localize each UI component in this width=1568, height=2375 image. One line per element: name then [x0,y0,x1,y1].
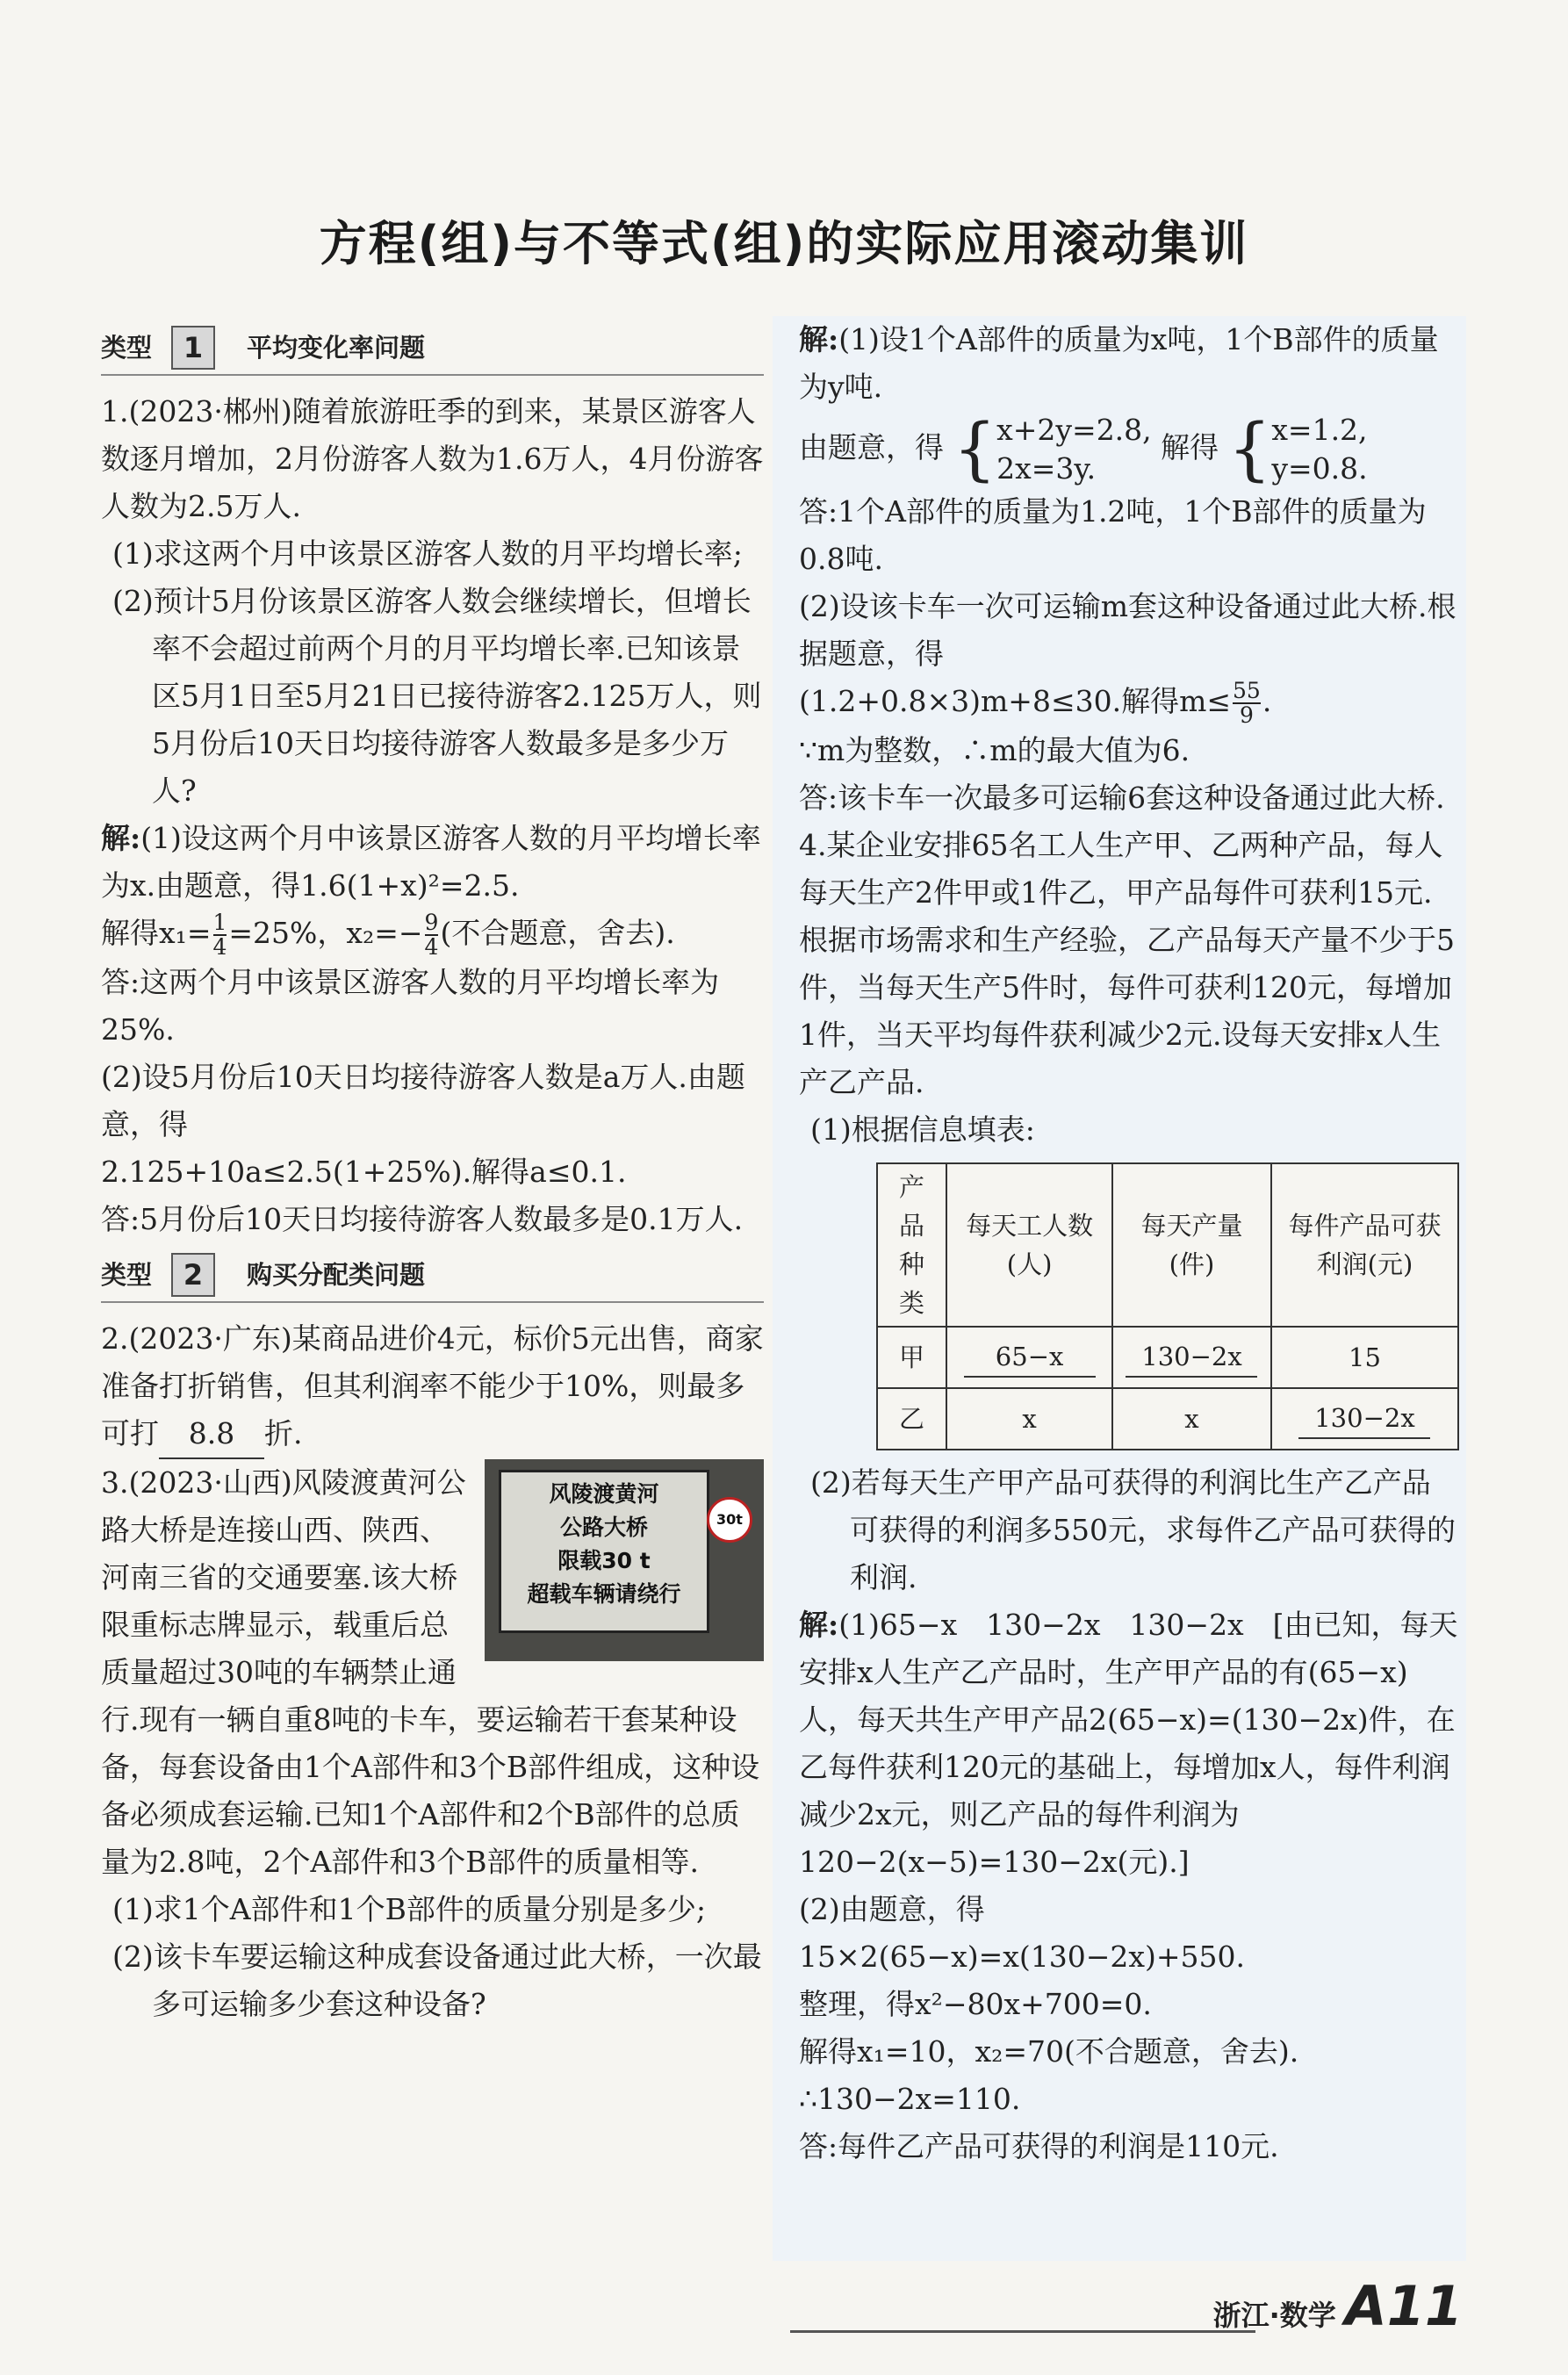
q1-solution-2: 解得x₁= $\frac{1}{4}$ =25%，x₂=− $\frac{9}{4}$ (不合题意，舍去). [101,910,675,960]
question-3-stem: 3.(2023·山西)风陵渡黄河公路大桥是连接山西、陕西、河南三省的交通要塞.该大桥限重标志牌显示，载重后总质量超过30吨的车辆禁止通行.现有一辆自重8吨的卡车，要运输若干套某种设备，每套设备由1个A部件和3个B部件组成，这种设备必须成套运输.已知1个A部件和2个B部件的总质量为2.8吨，2个A部件和3个B部件的质量相等. [101,1465,760,1879]
section-number-badge: 2 [171,1253,215,1297]
q4-solution-1: 解:(1)65−x 130−2x 130−2x [由已知，每天安排x人生产乙产品时，生产甲产品的有(65−x)人，每天共生产甲产品2(65−x)=(130−2x)件，在乙每件获利120元的基础上，每增加x人，每件利润减少2x元，则乙产品的每件利润为120−2(x−5)=130−2x(元).] [799,1608,1458,1879]
table-cell: x [946,1388,1112,1450]
filled-answer: 65−x [964,1337,1096,1378]
q3-solution-7: 答:该卡车一次最多可运输6套这种设备通过此大桥. [799,781,1445,815]
weight-limit-sign: 风陵渡黄河 公路大桥 限载30 t 超载车辆请绕行 30t [499,1470,709,1633]
table-cell: x [1112,1388,1271,1450]
equation-system: { x+2y=2.8, 2x=3y. [953,410,1152,489]
table-header-cell: 每件产品可获利润(元) [1271,1163,1458,1327]
question-2: 2.(2023·广东)某商品进价4元，标价5元出售，商家准备打折销售，但其利润率不能少于10%，则最多可打 8.8 折. [101,1315,764,1459]
question-4-stem: 4.某企业安排65名工人生产甲、乙两种产品，每人每天生产2件甲或1件乙，甲产品每件可获利15元.根据市场需求和生产经验，乙产品每天产量不少于5件，当每天生产5件时，每件可获利120元，每增加1件，当天平均每件获利减少2元.设每天安排x人生产乙产品. [799,828,1455,1099]
page-title: 方程(组)与不等式(组)的实际应用滚动集训 [319,216,1249,271]
q3-solution-1: 解:(1)设1个A部件的质量为x吨，1个B部件的质量为y吨. [799,322,1439,404]
q1-solution-5: 2.125+10a≤2.5(1+25%).解得a≤0.1. [101,1155,627,1189]
region-subject: 浙江·数学 [1212,2299,1336,2332]
info-table [876,1162,1459,1450]
q4-solution-3: 15×2(65−x)=x(130−2x)+550. [799,1940,1246,1974]
table-cell [1112,1327,1271,1388]
page-number: A11 [1344,2274,1463,2338]
q3-solution-5: (1.2+0.8×3)m+8≤30.解得m≤ $\frac{55}{9}$ . [799,678,1272,728]
q4-solution-5: 解得x₁=10，x₂=70(不合题意，舍去). [799,2034,1299,2069]
fraction: $\frac{55}{9}$ [1233,678,1261,728]
question-4-part-1: (1)根据信息填表: [810,1112,1035,1147]
footer-rule [790,2330,1255,2333]
table-row [877,1327,1458,1388]
question-4-part-2: (2)若每天生产甲产品可获得的利润比生产乙产品可获得的利润多550元，求每件乙产品可获得的利润. [810,1465,1456,1594]
bridge-sign-photo [485,1459,764,1661]
table-cell [946,1327,1112,1388]
answer-blank: 8.8 [159,1410,264,1459]
q3-solution-6: ∵m为整数，∴m的最大值为6. [799,733,1190,767]
q4-solution-4: 整理，得x²−80x+700=0. [799,1987,1152,2021]
question-3-part-2: (2)该卡车要运输这种成套设备通过此大桥，一次最多可运输多少套这种设备? [112,1940,762,2021]
table-header-cell: 每天产量(件) [1112,1163,1271,1327]
table-header-cell: 产品种类 [877,1163,946,1327]
filled-answer: 130−2x [1126,1337,1257,1378]
table-header-cell: 每天工人数(人) [946,1163,1112,1327]
q3-solution-4: (2)设该卡车一次可运输m套这种设备通过此大桥.根据题意，得 [799,589,1457,671]
fraction: $\frac{9}{4}$ [424,910,439,960]
section-number-badge: 1 [171,326,215,370]
table-cell [1271,1388,1458,1450]
section-title: 购买分配类问题 [247,1260,426,1290]
filled-answer: 130−2x [1298,1399,1430,1439]
q4-solution-7: 答:每件乙产品可获得的利润是110元. [799,2129,1279,2163]
section-header-2: 类型 2 购买分配类问题 [101,1249,764,1303]
q4-solution-2: (2)由题意，得 [799,1892,985,1926]
q1-solution-1: 解:(1)设这两个月中该景区游客人数的月平均增长率为x.由题意，得1.6(1+x)²=2.5. [101,821,761,903]
q1-solution-4: (2)设5月份后10天日均接待游客人数是a万人.由题意，得 [101,1060,745,1141]
question-1-part-2: (2)预计5月份该景区游客人数会继续增长，但增长率不会超过前两个月的月平均增长率.已知该景区5月1日至5月21日已接待游客2.125万人，则5月份后10天日均接待游客人数最多是多少万人? [112,584,762,808]
table-cell: 乙 [877,1388,946,1450]
table-cell: 甲 [877,1327,946,1388]
table-header-row [877,1163,1458,1327]
section-header-1: 类型 1 平均变化率问题 [101,321,764,376]
q3-solution-2: 由题意，得 { x+2y=2.8, 2x=3y. 解得 { x=1.2, y=0.8. [799,410,1368,489]
section-title: 平均变化率问题 [247,333,426,363]
equation-system: { x=1.2, y=0.8. [1227,410,1368,489]
q3-solution-3: 答:1个A部件的质量为1.2吨，1个B部件的质量为0.8吨. [799,494,1427,576]
question-1-stem: 1.(2023·郴州)随着旅游旺季的到来，某景区游客人数逐月增加，2月份游客人数为1.6万人，4月份游客人数为2.5万人. [101,394,764,523]
table-row [877,1388,1458,1450]
fraction: $\frac{1}{4}$ [212,910,227,960]
page-footer [1213,2274,1463,2338]
q1-solution-3: 答:这两个月中该景区游客人数的月平均增长率为25%. [101,965,720,1047]
q1-solution-6: 答:5月份后10天日均接待游客人数最多是0.1万人. [101,1202,744,1236]
left-column [101,316,764,2028]
limit-30t-icon: 30t [707,1497,752,1543]
q4-solution-6: ∴130−2x=110. [799,2082,1021,2116]
question-1-part-1: (1)求这两个月中该景区游客人数的月平均增长率; [112,536,743,571]
right-column [799,316,1459,2170]
table-cell: 15 [1271,1327,1458,1388]
question-3-part-1: (1)求1个A部件和1个B部件的质量分别是多少; [112,1892,706,1926]
